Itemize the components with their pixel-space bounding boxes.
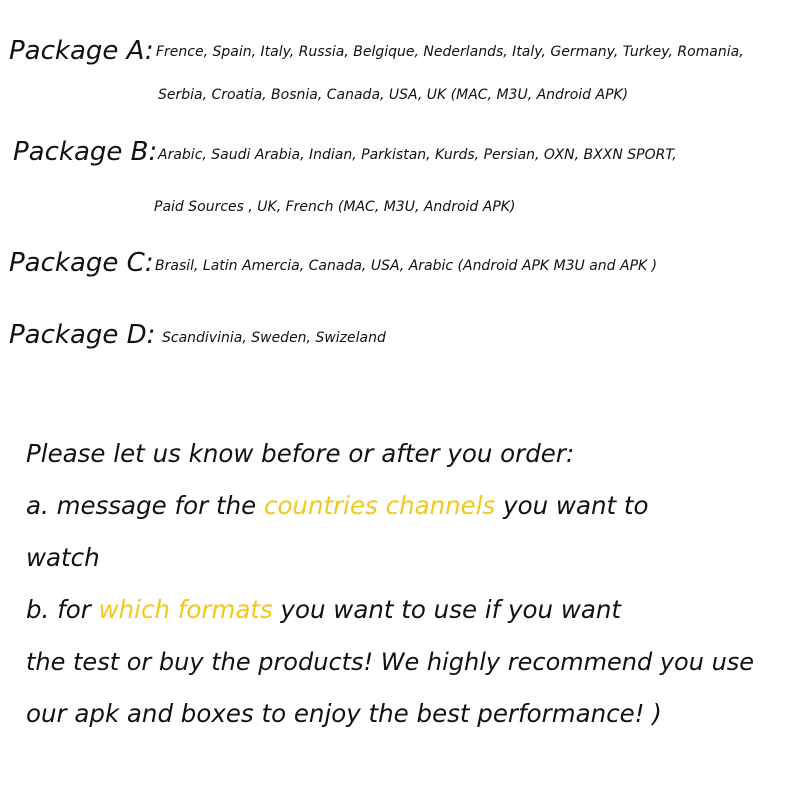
- package-c-countries-line-1: Brasil, Latin Amercia, Canada, USA, Arabic (Android APK M3U and APK ): [155, 258, 658, 274]
- order-note-b-highlight: which formats: [98, 595, 273, 624]
- order-note-item-a: [26, 491, 649, 520]
- order-note-line-6: our apk and boxes to enjoy the best performance! ): [26, 699, 662, 728]
- order-note-intro: Please let us know before or after you order:: [26, 439, 575, 468]
- order-note-item-b: [26, 595, 622, 624]
- package-b-countries-line-2: Paid Sources , UK, French (MAC, M3U, Android APK): [154, 199, 516, 215]
- order-note-line-5: the test or buy the products! We highly recommend you use: [26, 648, 755, 676]
- order-note-a-suffix: you want to: [495, 491, 649, 520]
- package-d-countries-line-1: Scandivinia, Sweden, Swizeland: [162, 330, 386, 346]
- order-note-a-highlight: countries channels: [263, 491, 496, 520]
- package-b-title: Package B:: [13, 137, 158, 167]
- order-note-b-suffix: you want to use if you want: [272, 595, 622, 624]
- package-c-title: Package C:: [9, 248, 154, 278]
- package-d-title: Package D:: [9, 320, 156, 350]
- order-note-a-prefix: a. message for the: [26, 491, 264, 520]
- order-note-b-prefix: b. for: [26, 595, 99, 624]
- order-note-item-a-continued: watch: [26, 543, 100, 572]
- package-a-countries-line-2: Serbia, Croatia, Bosnia, Canada, USA, UK (MAC, M3U, Android APK): [158, 87, 629, 103]
- package-a-countries-line-1: Frence, Spain, Italy, Russia, Belgique, Nederlands, Italy, Germany, Turkey, Romania,: [156, 44, 744, 60]
- package-b-countries-line-1: Arabic, Saudi Arabia, Indian, Parkistan, Kurds, Persian, OXN, BXXN SPORT,: [158, 147, 677, 163]
- package-a-title: Package A:: [9, 36, 154, 66]
